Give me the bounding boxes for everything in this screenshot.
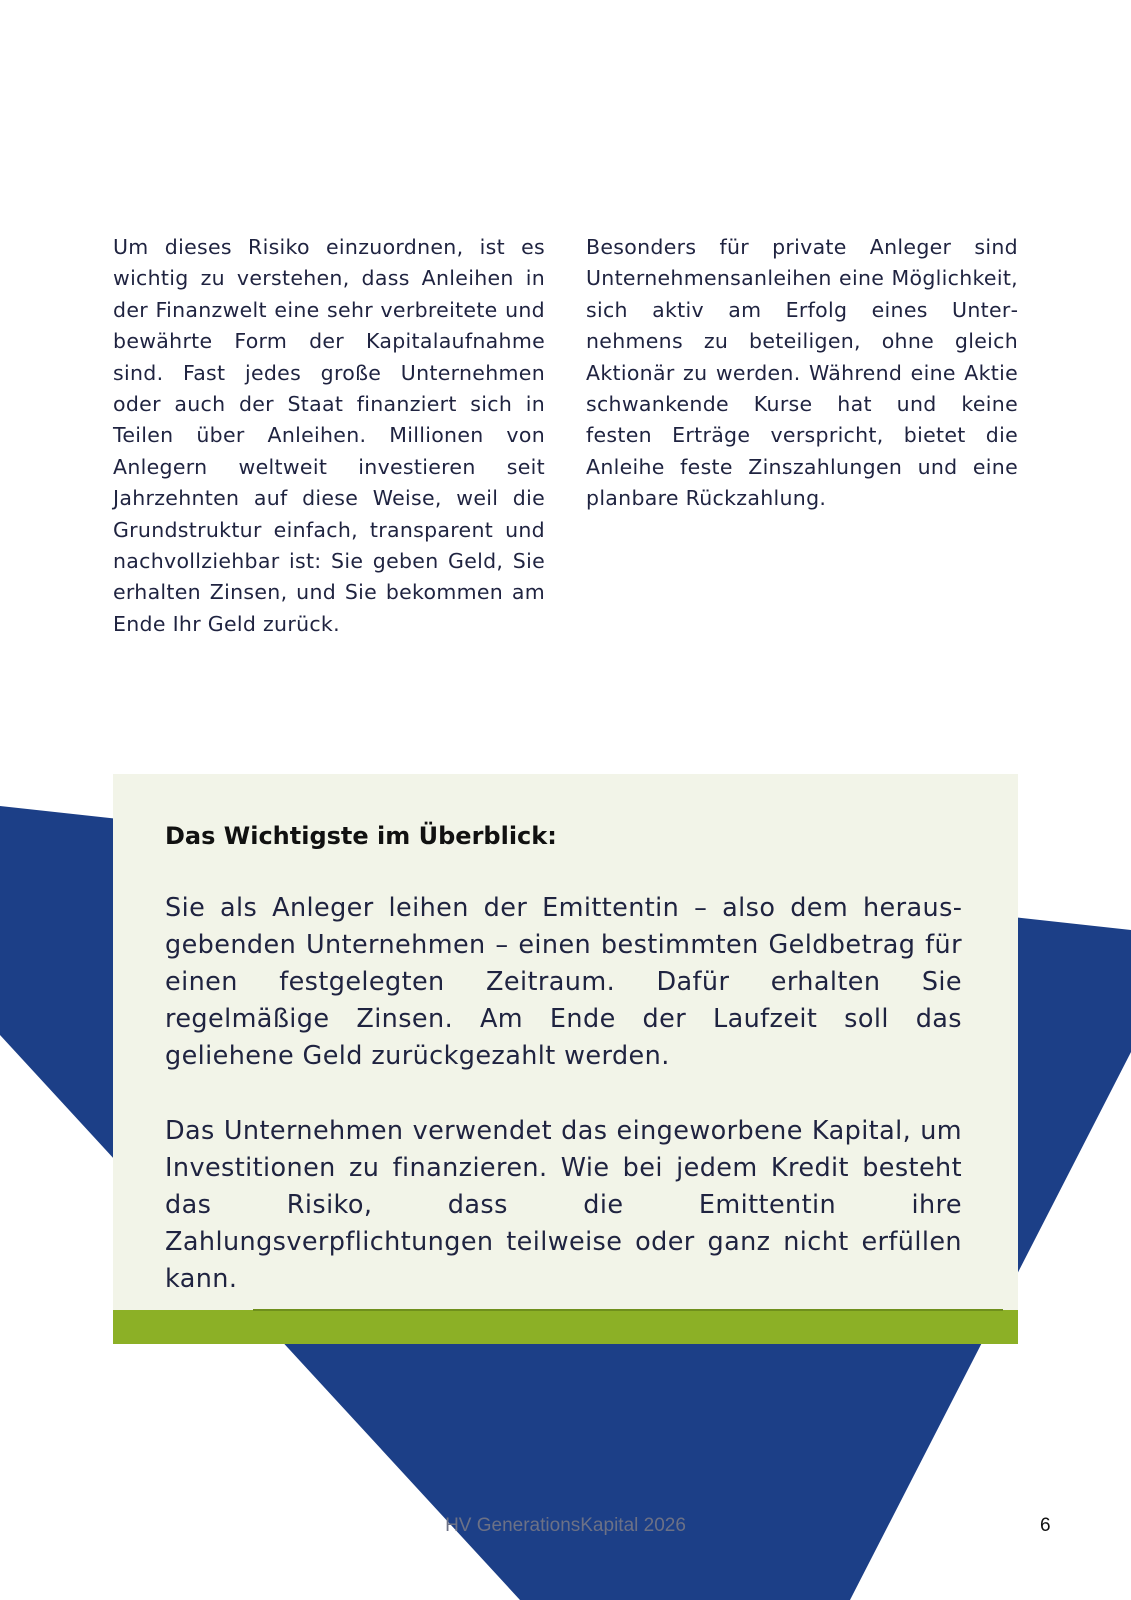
summary-paragraph-1: Sie als Anleger leihen der Emittentin – also dem herausgebenden Unternehmen – einen bestimmten Geldbetrag für einen festgelegten Zeitraum. Dafür erhalten Sie regelmäßige Zinsen. Am Ende der Laufzeit soll das geliehene Geld zurückgezahlt werden. (165, 893, 962, 1071)
page-number: 6 (1040, 1515, 1051, 1536)
body-text-right-column: Besonders für private Anleger sind Unternehmensanleihen eine Möglichkeit, sich aktiv am Erfolg eines Unternehmens zu beteiligen, ohne gleich Aktionär zu werden. Während eine Aktie schwankende Kurse hat und keine festen Erträge verspricht, bietet die Anleihe feste Zinszahlungen und eine planbare Rückzahlung. (586, 235, 1018, 511)
summary-title: Das Wichtigste im Überblick: (165, 822, 557, 850)
summary-paragraph-2: Das Unternehmen verwendet das eingeworbene Kapital, um Investitionen zu finanzieren. Wie bei jedem Kredit besteht das Risiko, dass die Emittentin ihre Zahlungsverpflichtungen teilweise oder ganz nicht erfüllen kann. (165, 1116, 962, 1294)
body-text-left-column: Um dieses Risiko einzuordnen, ist es wichtig zu verstehen, dass Anleihen in der Finanzwelt eine sehr verbreitete und bewährte Form der Kapitalaufnahme sind. Fast jedes große Unternehmen oder auch der Staat finanziert sich in Teilen über Anleihen. Millionen von Anlegern weltweit investieren seit Jahrzehnten auf diese Weise, weil die Grundstruktur einfach, transparent und nachvollziehbar ist: Sie geben Geld, Sie erhalten Zinsen, und Sie bekommen am Ende Ihr Geld zurück. (113, 235, 545, 636)
summary-divider-line (253, 1309, 1003, 1311)
footer-document-title: HV GenerationsKapital 2026 (445, 1515, 686, 1536)
summary-accent-bar (113, 1310, 1018, 1344)
